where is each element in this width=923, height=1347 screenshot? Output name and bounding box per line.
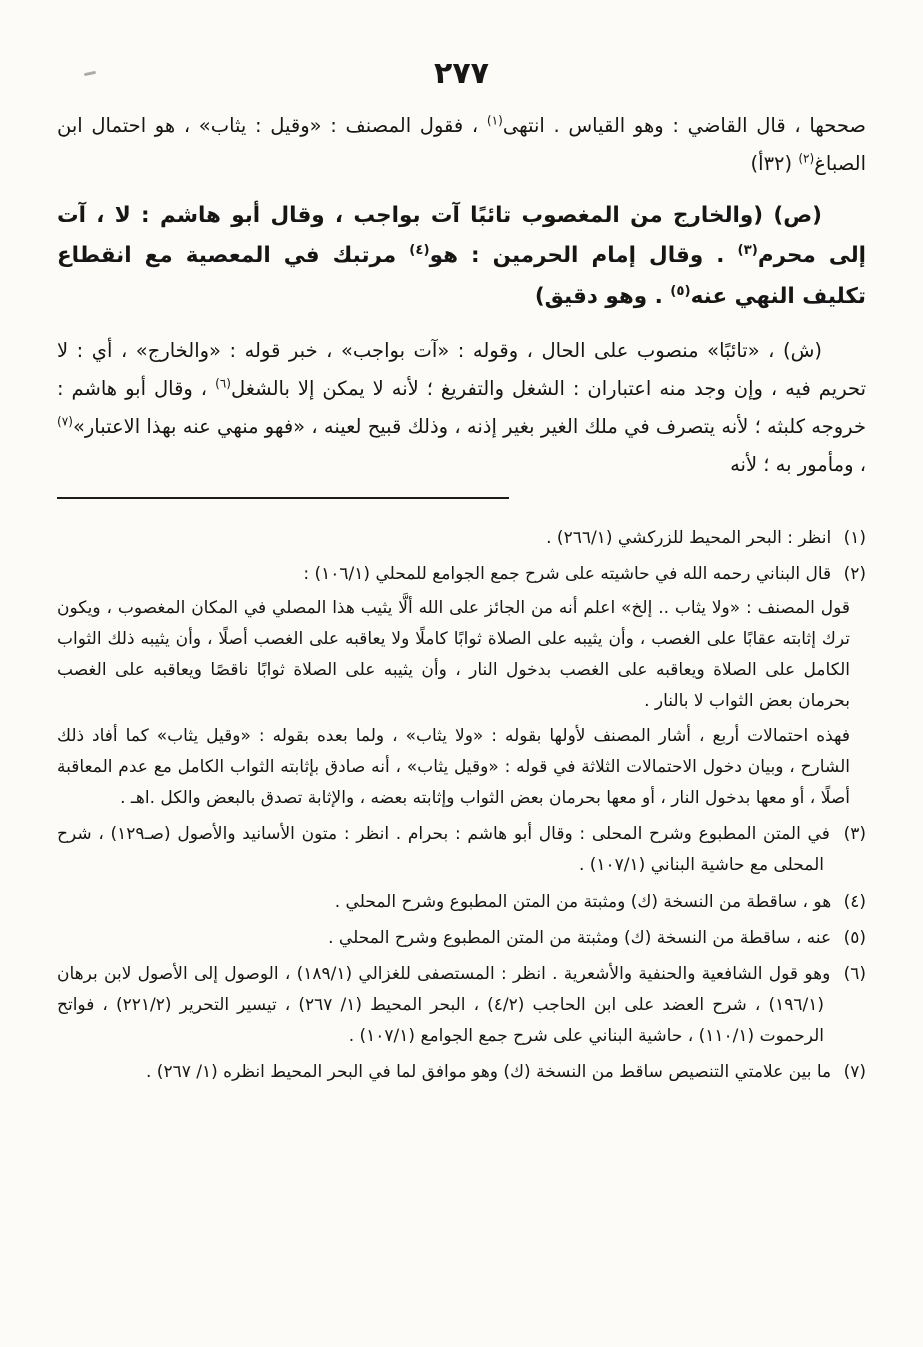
footnote-marker: (٣) <box>843 824 867 845</box>
footnote-marker: (١) <box>843 528 866 549</box>
sharh-paragraph: (ش) ، «تائبًا» منصوب على الحال ، وقوله : «آت بواجب» ، خبر قوله : «والخارج» ، أي : لا تحريم فيه ، وإن وجد منه اعتباران : الشغل والتفريغ ؛ لأنه لا يمكن إلا بالشغل$^{(٦)}$ ، وقال أبو هاشم : خروجه كلبثه ؛ لأنه يتصرف في ملك الغير بغير إذنه ، وذلك قبيح لعينه ، «فهو منهي عنه بهذا الاعتبار»$^{(٧)}$ ، ومأمور به ؛ لأنه <box>57 339 866 477</box>
footnotes-section <box>57 523 866 1088</box>
footnote-text: قال البناني رحمه الله في حاشيته على شرح جمع الجوامع للمحلي (١٠٦/١) : <box>303 564 832 585</box>
footnote-line <box>57 923 866 954</box>
footnote-4 <box>57 887 866 918</box>
footnote-text: في المتن المطبوع وشرح المحلى : وقال أبو هاشم : بحرام . انظر : متون الأسانيد والأصول (صـ١٢٩) ، شرح المحلى مع حاشية البناني (١٠٧/١) . <box>57 824 830 876</box>
main-text <box>57 107 866 484</box>
footnote-line <box>57 523 866 554</box>
footnote-subparagraph: قول المصنف : «ولا يثاب .. إلخ» اعلم أنه من الجائز على الله ألَّا يثيب هذا المصلي في المكان المغصوب ، ويكون ترك إثابته عقابًا على الغصب ، وأن يثيبه على الصلاة ثوابًا كاملًا ولا يعاقبه على الغصب أصلًا ، وأن يثيبه ذلك الثواب الكامل على الصلاة ويعاقبه على الغصب بدخول النار ، وأن يثيبه على الصلاة ثوابًا ناقصًا ويعاقبه على الغصب بحرمان بعض الثواب لا بالنار . <box>57 597 850 711</box>
footnote-3 <box>57 819 866 881</box>
footnote-line <box>57 819 866 881</box>
footnote-line <box>57 1057 866 1088</box>
page-number: ٢٧٧ <box>434 56 489 91</box>
footnote-marker: (٢) <box>843 564 866 585</box>
footnote-text: ما بين علامتي التنصيص ساقط من النسخة (ك) وهو موافق لما في البحر المحيط انظره (١/ ٢٦٧) . <box>146 1062 832 1083</box>
footnote-2 <box>57 559 866 814</box>
footnote-marker: (٤) <box>843 891 866 912</box>
footnote-line <box>57 959 866 1052</box>
footnote-subparagraph: فهذه احتمالات أربع ، أشار المصنف لأولها بقوله : «ولا يثاب» ، ولما بعده بقوله : «وقيل يثاب» كما أفاد ذلك الشارح ، وبيان دخول الاحتمالات الثلاثة في قوله : «وقيل يثاب» ، أنه صادق بإثابته الثواب الكامل مع عدم المعاقبة أصلًا ، أو معها بدخول النار ، أو معها بحرمان بعض الثواب وإثابته بعضه ، والإثابة تصدق بالبعض والكل .اهـ . <box>57 725 850 809</box>
footnote-text: وهو قول الشافعية والحنفية والأشعرية . انظر : المستصفى للغزالي (١٨٩/١) ، الوصول إلى الأصول لابن برهان (١٩٦/١) ، شرح العضد على ابن الحاجب (٤/٢) ، البحر المحيط (١/ ٢٦٧) ، تيسير التحرير (٢٢١/٢) ، فواتح الرحموت (١١٠/١) ، حاشية البناني على شرح جمع الجوامع (١٠٧/١) . <box>57 963 831 1046</box>
footnote-marker: (٧) <box>843 1062 866 1083</box>
footnote-marker: (٥) <box>843 927 866 948</box>
footnote-text: عنه ، ساقطة من النسخة (ك) ومثبتة من المتن المطبوع وشرح المحلي . <box>328 927 832 948</box>
footnote-text: هو ، ساقطة من النسخة (ك) ومثبتة من المتن المطبوع وشرح المحلي . <box>334 891 832 912</box>
footnote-separator <box>57 497 509 499</box>
matn-paragraph: (ص) (والخارج من المغصوب تائبًا آت بواجب ، وقال أبو هاشم : لا ، آت إلى محرم$^{(٣)}$ . وقال إمام الحرمين : هو$^{(٤)}$ مرتبك في المعصية مع انقطاع تكليف النهي عنه$^{(٥)}$ . وهو دقيق) <box>57 203 867 309</box>
paragraph-continuation: صححها ، قال القاضي : وهو القياس . انتهى$^{(١)}$ ، فقول المصنف : «وقيل : يثاب» ، هو احتمال ابن الصباغ$^{(٢)}$ (٣٢أ) <box>57 113 866 176</box>
footnote-text: انظر : البحر المحيط للزركشي (٢٦٦/١) . <box>546 528 832 549</box>
footnote-7 <box>57 1057 866 1088</box>
footnote-1 <box>57 523 866 554</box>
footnote-5 <box>57 923 866 954</box>
footnote-6 <box>57 959 866 1052</box>
footnote-marker: (٦) <box>843 963 867 984</box>
footnote-line <box>57 887 866 918</box>
footnote-line <box>57 559 866 590</box>
